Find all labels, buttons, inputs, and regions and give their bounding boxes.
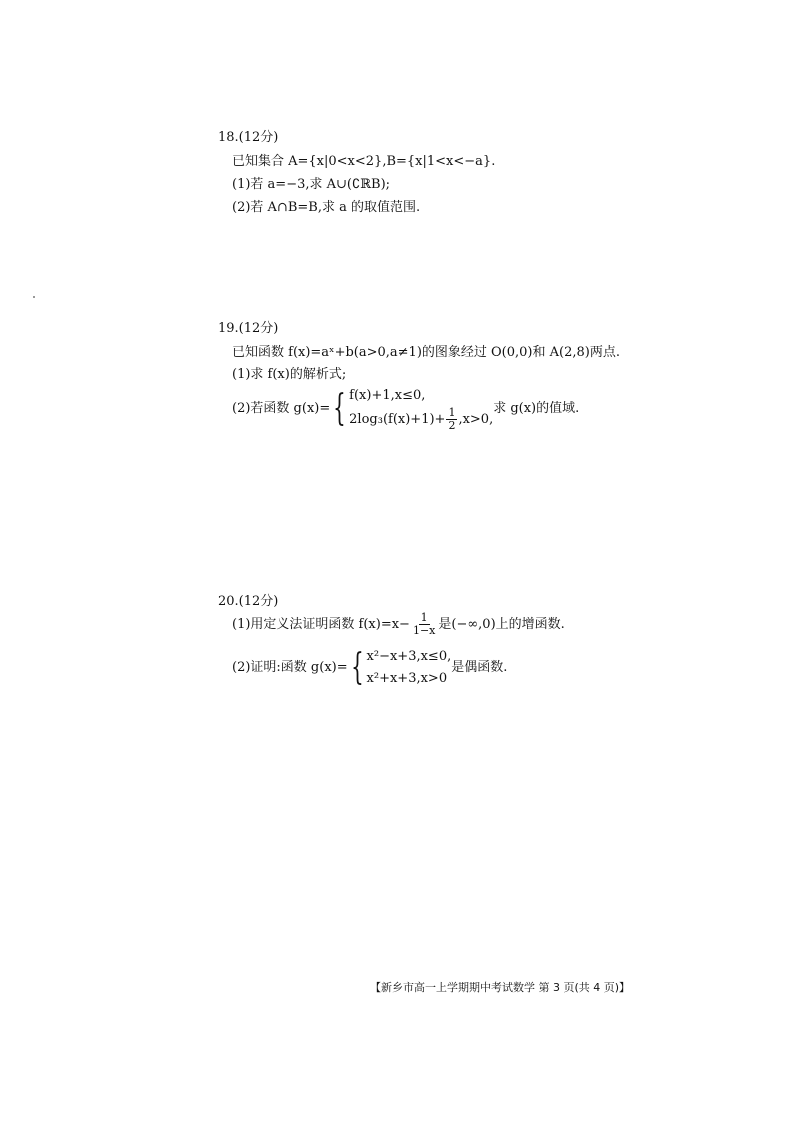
q20-part2	[232, 646, 507, 690]
q20-part2-suffix: 是偶函数.	[451, 660, 508, 675]
q18-part2: (2)若 A∩B=B,求 a 的取值范围.	[232, 200, 421, 215]
q19-intro: 已知函数 f(x)=aˣ+b(a>0,a≠1)的图象经过 O(0,0)和 A(2,8)两点.	[232, 345, 620, 360]
piecewise-cases	[349, 385, 493, 432]
fraction	[446, 407, 457, 432]
fraction-denominator: 2	[448, 419, 456, 432]
q20-case-1: x²−x+3,x≤0,	[366, 649, 452, 664]
left-brace: {	[350, 647, 364, 688]
q18-header: 18.(12分)	[218, 130, 279, 145]
q20-part2-prefix: (2)证明:函数 g(x)=	[232, 660, 348, 675]
piecewise-cases	[367, 646, 452, 690]
q20-header: 20.(12分)	[218, 594, 279, 609]
fraction-numerator: 1	[420, 611, 428, 624]
fraction-numerator: 1	[448, 406, 456, 419]
left-brace: {	[333, 387, 347, 429]
q19-case-1: f(x)+1,x≤0,	[349, 388, 426, 403]
q18-part1: (1)若 a=−3,求 A∪(∁ℝB);	[232, 177, 391, 192]
fraction-denominator: 1−x	[412, 624, 436, 637]
q20-part1	[232, 612, 565, 637]
q19-case-2-prefix: 2log₃(f(x)+1)+	[349, 412, 446, 427]
q19-part1: (1)求 f(x)的解析式;	[232, 367, 347, 382]
q20-case-2: x²+x+3,x>0	[366, 671, 448, 686]
q19-part2-suffix: 求 g(x)的值域.	[493, 400, 580, 416]
fraction	[411, 612, 437, 637]
q20-part1-suffix: 是(−∞,0)上的增函数.	[438, 616, 565, 632]
q20-part1-prefix: (1)用定义法证明函数 f(x)=x−	[232, 616, 410, 632]
q19-part2-prefix: (2)若函数 g(x)=	[232, 400, 331, 416]
q19-case-2-suffix: ,x>0,	[458, 412, 494, 427]
q19-case-2	[349, 407, 493, 432]
scan-speck	[33, 296, 35, 298]
page-footer: 【新乡市高一上学期期中考试数学 第 3 页(共 4 页)】	[370, 981, 631, 994]
q19-header: 19.(12分)	[218, 321, 279, 336]
q18-intro: 已知集合 A={x|0<x<2},B={x|1<x<−a}.	[232, 154, 496, 169]
q19-part2	[232, 385, 579, 432]
